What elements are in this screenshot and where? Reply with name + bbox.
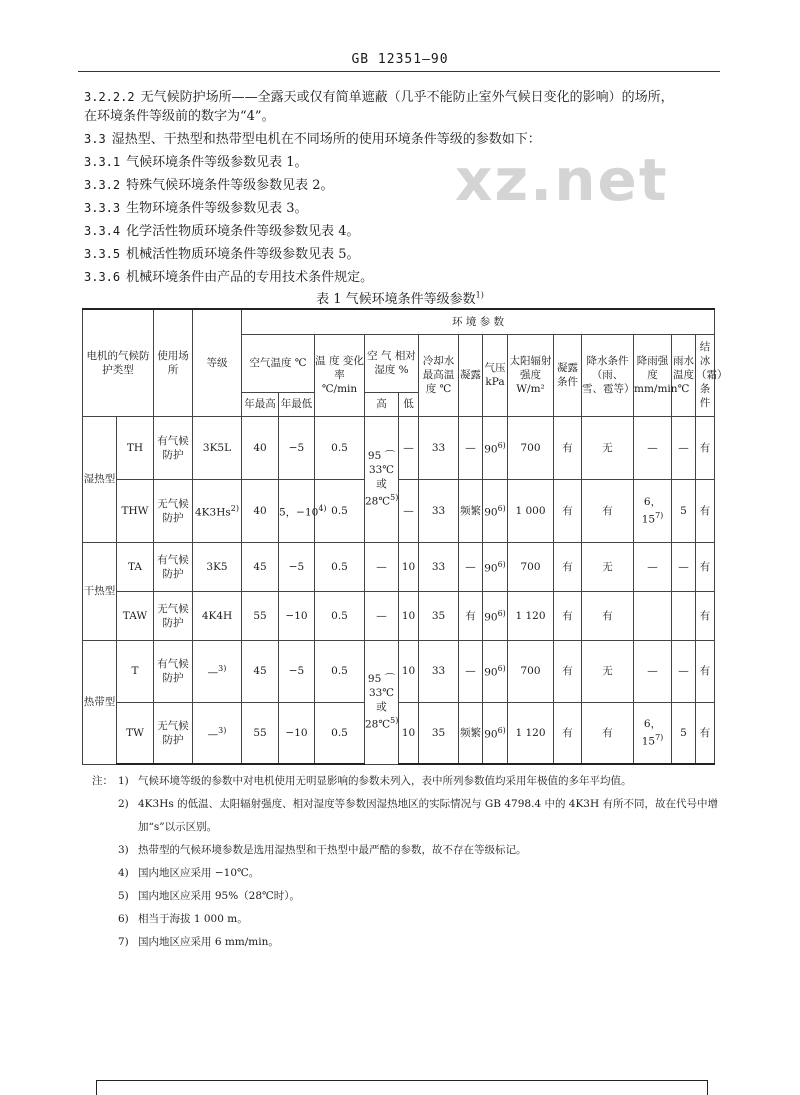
cond-cell: 有 (554, 479, 582, 542)
press-cell (483, 640, 508, 702)
code-cell: TAW (117, 591, 154, 640)
header-humidity-high: 高 (365, 392, 399, 416)
press-text: 90 (484, 728, 498, 741)
grade-text: — (207, 666, 219, 679)
rate-cell: 0.5 (315, 640, 365, 702)
raintemp-cell: — (672, 542, 696, 591)
humidity-high-span (365, 416, 399, 542)
header-relative-humidity: 空 气 相对湿度 % (365, 334, 419, 392)
footnote-ref: 2) (230, 503, 239, 513)
watermark: xz.net (455, 146, 669, 214)
precip-cell: 有 (582, 702, 634, 764)
raintemp-cell: — (672, 640, 696, 702)
precip-cell: 有 (582, 591, 634, 640)
header-rain-temperature: 雨水温度 ℃ (672, 334, 696, 416)
cool-cell: 35 (419, 591, 459, 640)
note-text: 4K3Hs 的低温、太阳辐射强度、相对湿度等参数因湿热地区的实际情况与 GB 4798.4 中的 4K3H 有所不同，故在代号中增加“s”以示区别。 (138, 798, 718, 833)
hhigh-cell: — (365, 591, 399, 640)
cool-cell: 33 (419, 479, 459, 542)
dew-cell: — (459, 542, 483, 591)
rainint-text: 6，15 (641, 718, 662, 748)
header-climate-type: 电机的气候防护类型 (83, 309, 154, 416)
note-number: 3) (118, 844, 129, 856)
rainint-cell: — (634, 416, 672, 479)
header-use-site: 使用场所 (154, 309, 193, 416)
rate-cell: 0.5 (315, 542, 365, 591)
grade-cell (193, 416, 242, 479)
para-continuation (84, 107, 724, 126)
raintemp-cell (672, 591, 696, 640)
site-cell: 有气候防护 (154, 416, 193, 479)
hlow-cell: 10 (399, 702, 419, 764)
tmax-cell: 40 (242, 416, 279, 479)
para-number: 3.3.2 (84, 178, 121, 192)
note-number: 1) (118, 775, 129, 787)
site-cell: 无气候防护 (154, 479, 193, 542)
hlow-cell: 10 (399, 542, 419, 591)
ice-cell: 有 (696, 640, 715, 702)
note-text: 国内地区应采用 95%（28℃时）。 (138, 890, 301, 902)
footnote-ref: 6) (497, 664, 506, 674)
para-3-3-5 (84, 245, 724, 264)
table-caption-text: 表 1 气候环境条件等级参数 (316, 292, 476, 307)
footnote-ref: 6) (497, 559, 506, 569)
rainint-cell (634, 591, 672, 640)
note-number: 6) (118, 913, 129, 925)
note-text: 相当于海拔 1 000 m。 (138, 913, 248, 925)
header-temp-change-rate: 温 度 变化率 ℃/min (315, 334, 365, 416)
note-text: 国内地区应采用 6 mm/min。 (138, 936, 279, 948)
tmin-cell: −5 (279, 542, 315, 591)
cool-cell: 33 (419, 416, 459, 479)
para-text: 机械环境条件由产品的专用技术条件规定。 (126, 270, 374, 285)
code-cell: TW (117, 702, 154, 764)
code-cell: TH (117, 416, 154, 479)
tmax-cell: 45 (242, 640, 279, 702)
para-number: 3.3 (84, 132, 106, 146)
para-number: 3.3.1 (84, 155, 121, 169)
group-tropical: 热带型 (83, 640, 117, 764)
table-row (83, 702, 715, 764)
grade-cell (193, 702, 242, 764)
para-3-2-2-2 (84, 88, 724, 107)
note-item (92, 908, 732, 931)
table-row (83, 640, 715, 702)
press-cell (483, 416, 508, 479)
table-caption (0, 288, 800, 307)
tmin-text: 5，−10 (279, 506, 319, 519)
grade-text: 4K3Hs (195, 506, 231, 519)
footnote-ref: 6) (497, 608, 506, 618)
para-number: 3.3.3 (84, 201, 121, 215)
precip-cell: 有 (582, 479, 634, 542)
tmax-cell: 55 (242, 702, 279, 764)
header-pressure: 气压 kPa (483, 334, 508, 416)
tmax-cell: 55 (242, 591, 279, 640)
cond-cell: 有 (554, 416, 582, 479)
header-precipitation: 降水条件（雨、雪、雹等） (582, 334, 634, 416)
para-3-3 (84, 130, 724, 149)
rate-cell: 0.5 (315, 591, 365, 640)
press-text: 90 (484, 506, 498, 519)
dew-cell: — (459, 416, 483, 479)
header-annual-min: 年最低 (279, 392, 315, 416)
para-number: 3.3.4 (84, 224, 121, 238)
grade-cell: 4K4H (193, 591, 242, 640)
cond-cell: 有 (554, 640, 582, 702)
cool-cell: 33 (419, 542, 459, 591)
grade-cell (193, 479, 242, 542)
press-cell (483, 591, 508, 640)
precip-cell: 无 (582, 640, 634, 702)
raintemp-cell: 5 (672, 702, 696, 764)
header-environment-parameters: 环 境 参 数 (242, 309, 715, 334)
para-text: 在环境条件等级前的数字为“4”。 (84, 109, 275, 124)
para-3-3-4 (84, 222, 724, 241)
rate-cell: 0.5 (315, 702, 365, 764)
header-condensation: 凝露条件 (554, 334, 582, 416)
press-text: 90 (484, 611, 498, 624)
rainint-cell (634, 479, 672, 542)
para-text: 化学活性物质环境条件等级参数见表 4。 (126, 224, 360, 239)
note-number: 4) (118, 867, 129, 879)
header-grade: 等级 (193, 309, 242, 416)
footer-frame (96, 1080, 708, 1095)
solar-cell: 1 000 (508, 479, 554, 542)
code-cell: THW (117, 479, 154, 542)
footnote-ref: 3) (218, 726, 227, 735)
para-number: 3.2.2.2 (84, 90, 135, 104)
press-text: 90 (484, 666, 498, 679)
raintemp-cell: — (672, 416, 696, 479)
footnote-ref: 3) (218, 664, 227, 674)
notes-label: 注： (92, 775, 113, 787)
note-number: 7) (118, 936, 129, 948)
tmin-cell (279, 479, 327, 542)
note-item (92, 862, 732, 885)
ice-cell: 有 (696, 542, 715, 591)
group-wet-heat: 湿热型 (83, 416, 117, 542)
dew-cell: — (459, 640, 483, 702)
table-row (83, 479, 715, 542)
table-row (83, 542, 715, 591)
note-text: 热带型的气候环境参数是选用湿热型和干热型中最严酷的参数，故不存在等级标记。 (138, 844, 527, 856)
hlow-cell: — (399, 479, 419, 542)
note-item (92, 885, 732, 908)
dew-cell: 频繁 (459, 702, 483, 764)
para-text: 特殊气候环境条件等级参数见表 2。 (126, 178, 334, 193)
footnote-ref: 6) (497, 503, 506, 513)
ice-cell: 有 (696, 591, 715, 640)
header-divider (78, 71, 720, 72)
para-3-3-2 (84, 176, 724, 195)
humidity-span-text: 95 ⌒ 33℃ 或 28℃ (365, 673, 396, 731)
solar-cell: 700 (508, 416, 554, 479)
note-number: 5) (118, 890, 129, 902)
cond-cell: 有 (554, 702, 582, 764)
para-text: 湿热型、干热型和热带型电机在不同场所的使用环境条件等级的参数如下： (111, 132, 541, 147)
site-cell: 有气候防护 (154, 640, 193, 702)
rainint-text: 6，15 (641, 495, 662, 526)
solar-cell: 700 (508, 542, 554, 591)
raintemp-cell: 5 (672, 479, 696, 542)
ice-cell: 有 (696, 479, 715, 542)
cond-cell: 有 (554, 542, 582, 591)
code-cell: TA (117, 542, 154, 591)
solar-cell: 1 120 (508, 591, 554, 640)
rate-cell: 0.5 (315, 479, 365, 542)
grade-cell (193, 640, 242, 702)
note-text: 气候环境等级的参数中对电机使用无明显影响的参数未列入，表中所列参数值均采用年极值的多年平均值。 (138, 775, 632, 787)
tmin-cell: −10 (279, 591, 315, 640)
site-cell: 无气候防护 (154, 702, 193, 764)
hlow-cell: 10 (399, 640, 419, 702)
tmin-cell: −5 (279, 416, 315, 479)
precip-cell: 无 (582, 542, 634, 591)
footnote-ref: 1) (475, 290, 484, 300)
header-humidity-low: 低 (399, 392, 419, 416)
press-text: 90 (484, 562, 498, 575)
para-text: 无气候防护场所——全露天或仅有简单遮蔽（几乎不能防止室外气候日变化的影响）的场所， (140, 90, 674, 105)
table-row (83, 591, 715, 640)
note-number: 2) (118, 798, 129, 810)
site-cell: 有气候防护 (154, 542, 193, 591)
grade-cell: 3K5 (193, 542, 242, 591)
code-cell: T (117, 640, 154, 702)
para-number: 3.3.5 (84, 247, 121, 261)
rainint-cell: — (634, 640, 672, 702)
press-cell (483, 542, 508, 591)
note-item (92, 839, 732, 862)
tmax-cell: 40 (242, 479, 279, 542)
ice-cell: 有 (696, 702, 715, 764)
note-item (92, 793, 732, 839)
footnote-ref: 7) (655, 510, 664, 520)
footnote-ref: 6) (497, 726, 506, 735)
rainint-cell: — (634, 542, 672, 591)
footnote-ref: 5) (390, 716, 399, 726)
cool-cell: 35 (419, 702, 459, 764)
header-rain-intensity: 降雨强度 mm/min (634, 334, 672, 416)
humidity-high-span (365, 640, 399, 764)
solar-cell: 1 120 (508, 702, 554, 764)
hlow-cell: 10 (399, 591, 419, 640)
ice-cell: 有 (696, 416, 715, 479)
climate-parameter-table (82, 308, 728, 765)
press-text: 90 (484, 443, 498, 456)
group-dry-heat: 干热型 (83, 542, 117, 640)
header-dew: 凝露 (459, 334, 483, 416)
para-text: 气候环境条件等级参数见表 1。 (126, 155, 308, 170)
dew-cell: 频繁 (459, 479, 483, 542)
precip-cell: 无 (582, 416, 634, 479)
cool-cell: 33 (419, 640, 459, 702)
grade-text: — (207, 728, 219, 741)
rate-cell: 0.5 (315, 416, 365, 479)
rainint-cell (634, 702, 672, 764)
press-cell (483, 479, 508, 542)
tmin-cell: −5 (279, 640, 315, 702)
tmax-cell: 45 (242, 542, 279, 591)
press-cell (483, 702, 508, 764)
cond-cell: 有 (554, 591, 582, 640)
humidity-span-text: 95 ⌒ 33℃ 或 28℃ (365, 450, 396, 508)
footnote-ref: 7) (655, 733, 664, 742)
grade-text: 3K5L (202, 441, 232, 454)
site-cell: 无气候防护 (154, 591, 193, 640)
solar-cell: 700 (508, 640, 554, 702)
header-solar-radiation: 太阳辐射强度 W/m² (508, 334, 554, 416)
para-3-3-1 (84, 153, 724, 172)
header-icing: 结冰（霜）条件 (696, 334, 715, 416)
tmin-cell: −10 (279, 702, 315, 764)
footnote-ref: 6) (497, 440, 506, 450)
para-text: 生物环境条件等级参数见表 3。 (126, 201, 308, 216)
note-text: 国内地区应采用 −10℃。 (138, 867, 260, 879)
header-cooling-water-temp: 冷却水最高温度 ℃ (419, 334, 459, 416)
footnote-ref: 5) (390, 493, 399, 503)
para-3-3-6 (84, 268, 724, 287)
para-number: 3.3.6 (84, 270, 121, 284)
header-annual-max: 年最高 (242, 392, 279, 416)
para-text: 机械活性物质环境条件等级参数见表 5。 (126, 247, 360, 262)
hlow-cell: — (399, 416, 419, 479)
table-notes (92, 770, 732, 954)
note-item (92, 931, 732, 954)
hhigh-cell: — (365, 542, 399, 591)
dew-cell: 有 (459, 591, 483, 640)
para-3-3-3 (84, 199, 724, 218)
page-header-code: GB 12351—90 (351, 52, 449, 67)
note-item (92, 770, 732, 793)
table-row (83, 416, 715, 479)
footnote-ref: 4) (318, 503, 327, 513)
header-air-temperature: 空气温度 ℃ (242, 334, 315, 392)
